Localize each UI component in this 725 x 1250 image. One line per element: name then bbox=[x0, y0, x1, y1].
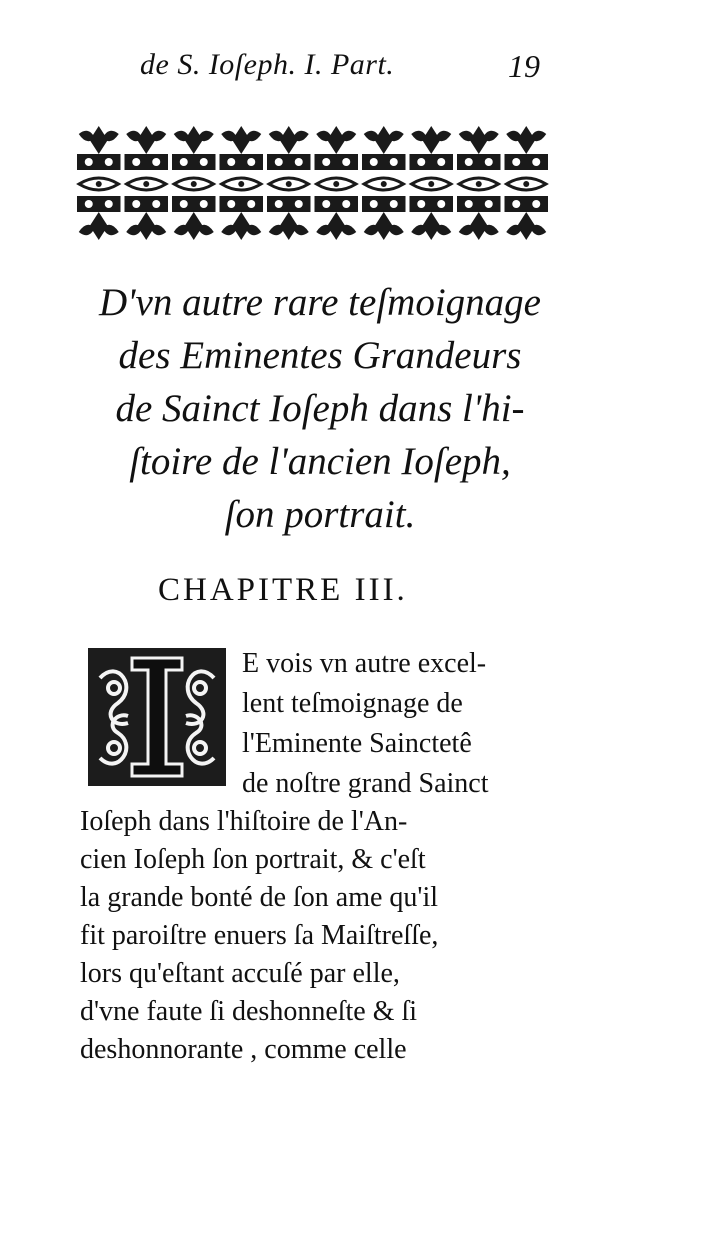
title-line: ſon portrait. bbox=[224, 493, 416, 536]
text-line: cien Ioſeph ſon portrait, & c'eſt bbox=[80, 844, 426, 875]
text-line: E vois vn autre excel- bbox=[242, 648, 487, 679]
title-line: D'vn autre rare teſmoignage bbox=[99, 281, 541, 324]
text-line: Ioſeph dans l'hiſtoire de l'An- bbox=[80, 806, 408, 837]
chapter-title bbox=[80, 276, 560, 541]
title-line: ſtoire de l'ancien Ioſeph, bbox=[129, 440, 511, 483]
decorated-initial-i bbox=[88, 648, 226, 786]
text-line: d'vne faute ſi deshonneſte & ſi bbox=[80, 996, 418, 1027]
title-line: des Eminentes Grandeurs bbox=[118, 334, 522, 377]
page-number: 19 bbox=[508, 48, 540, 84]
ornamental-headpiece bbox=[75, 124, 550, 242]
text-line: lors qu'eſtant accuſé par elle, bbox=[80, 958, 400, 989]
text-line: la grande bonté de ſon ame qu'il bbox=[80, 882, 439, 913]
running-head: de S. Ioſeph. I. Part. bbox=[140, 48, 395, 81]
text-line: fit paroiſtre enuers ſa Maiſtreſſe, bbox=[80, 920, 439, 951]
text-line: l'Eminente Sainctetê bbox=[242, 728, 472, 759]
text-line: de noſtre grand Sainct bbox=[242, 768, 489, 799]
text-line: lent teſmoignage de bbox=[242, 688, 463, 719]
text-line: deshonnorante , comme celle bbox=[80, 1034, 407, 1065]
title-line: de Sainct Ioſeph dans l'hi- bbox=[115, 387, 525, 430]
chapter-heading: CHAPITRE III. bbox=[158, 572, 408, 608]
